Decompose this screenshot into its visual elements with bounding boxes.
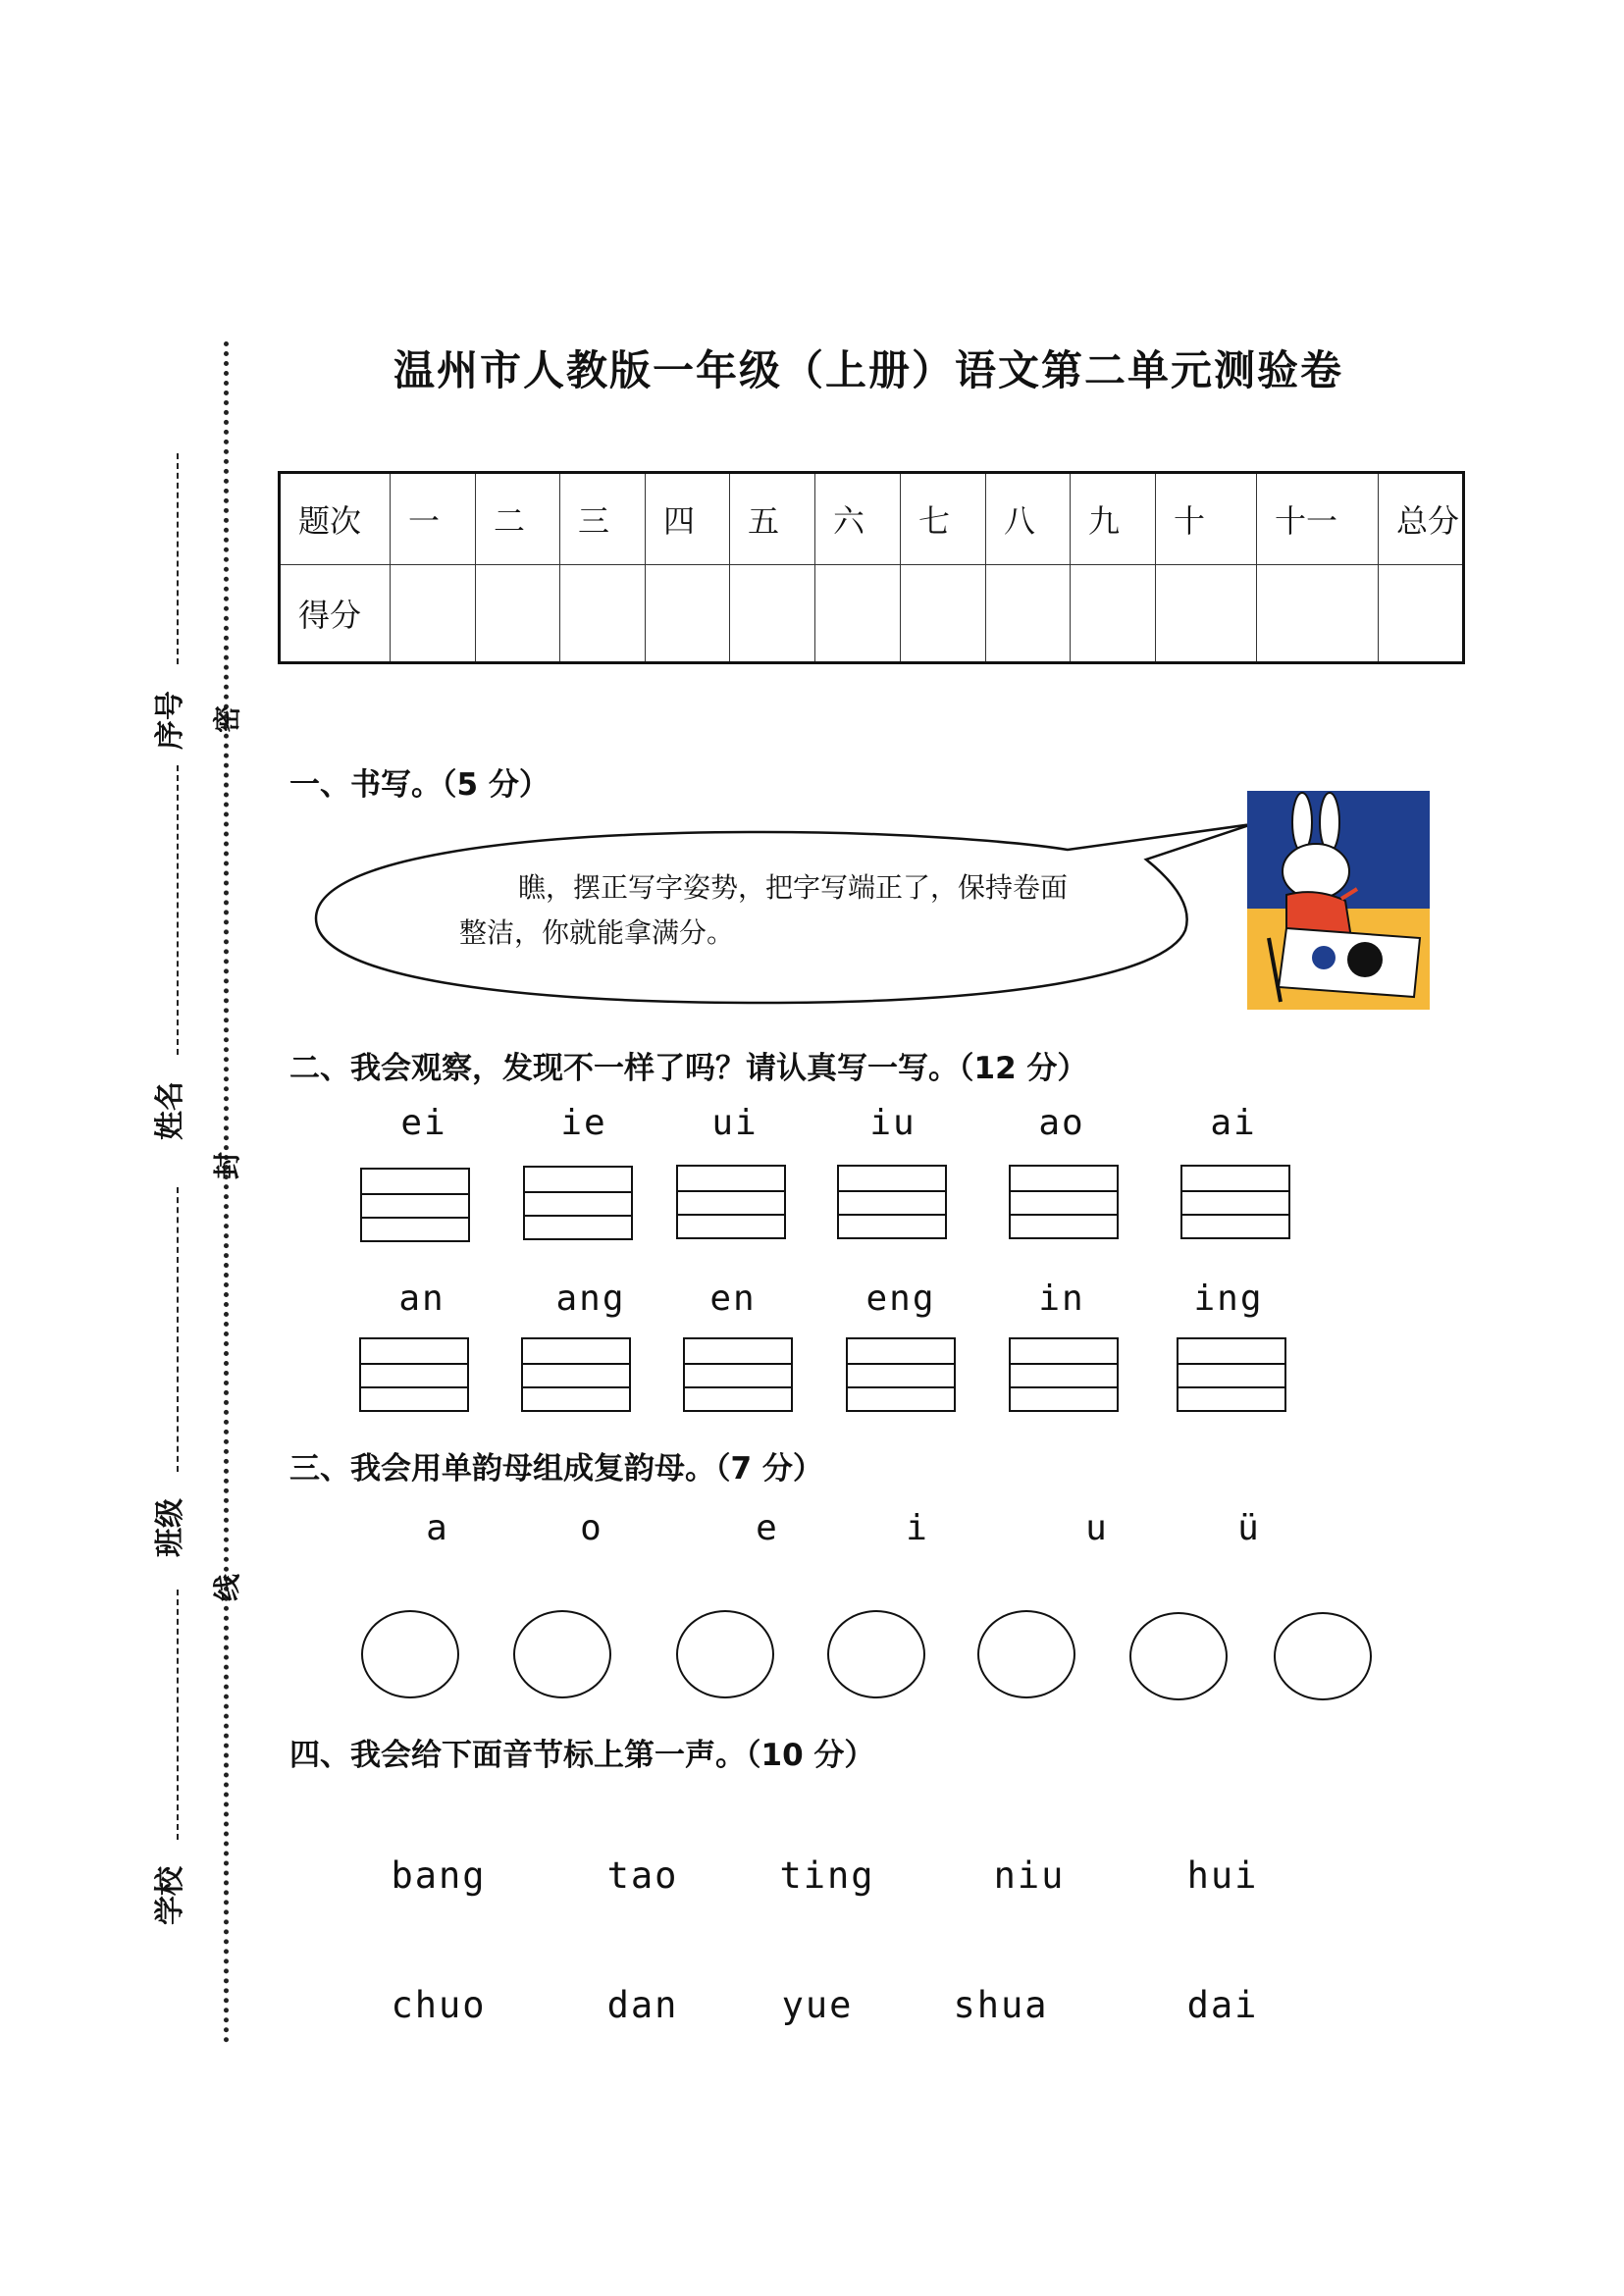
section-2-heading: 二、我会观察，发现不一样了吗？请认真写一写。（12 分） bbox=[289, 1051, 1088, 1086]
score-header-row bbox=[280, 473, 1464, 565]
answer-circle[interactable] bbox=[1274, 1612, 1372, 1700]
score-row-label: 得分 bbox=[280, 565, 391, 663]
section-1-heading: 一、书写。（5 分） bbox=[289, 767, 550, 803]
syllable: yue bbox=[781, 1984, 854, 2026]
writing-grid[interactable] bbox=[846, 1337, 956, 1412]
class-label: 班级 bbox=[153, 1498, 187, 1557]
name-label: 姓名 bbox=[153, 1081, 187, 1140]
pinyin-label: ang bbox=[555, 1278, 626, 1319]
pinyin-label: ing bbox=[1193, 1278, 1264, 1319]
writing-grid[interactable] bbox=[1009, 1165, 1119, 1239]
pinyin-label: iu bbox=[869, 1103, 917, 1143]
syllable: niu bbox=[993, 1854, 1066, 1897]
score-cell[interactable] bbox=[1071, 565, 1156, 663]
seal-mi: 密 bbox=[211, 704, 244, 734]
vowel-label: ü bbox=[1237, 1508, 1259, 1548]
pinyin-label: eng bbox=[865, 1278, 936, 1319]
score-cell[interactable] bbox=[476, 565, 560, 663]
section-4-heading: 四、我会给下面音节标上第一声。（10 分） bbox=[289, 1738, 875, 1773]
score-header-cell: 八 bbox=[986, 473, 1071, 565]
score-header-cell: 三 bbox=[560, 473, 646, 565]
pinyin-label: an bbox=[398, 1278, 445, 1319]
answer-circle[interactable] bbox=[513, 1610, 611, 1698]
vowel-label: e bbox=[756, 1508, 777, 1548]
vowel-label: i bbox=[906, 1508, 927, 1548]
score-cell[interactable] bbox=[901, 565, 986, 663]
score-header-cell: 十一 bbox=[1257, 473, 1379, 565]
score-cell[interactable] bbox=[391, 565, 476, 663]
writing-grid[interactable] bbox=[676, 1165, 786, 1239]
writing-grid[interactable] bbox=[1009, 1337, 1119, 1412]
writing-grid[interactable] bbox=[523, 1166, 633, 1240]
answer-circle[interactable] bbox=[1129, 1612, 1228, 1700]
writing-grid[interactable] bbox=[359, 1337, 469, 1412]
syllable: shua bbox=[953, 1984, 1049, 2026]
score-header-cell: 四 bbox=[646, 473, 730, 565]
pinyin-label: ao bbox=[1038, 1103, 1085, 1143]
score-cell[interactable] bbox=[730, 565, 815, 663]
score-cell[interactable] bbox=[560, 565, 646, 663]
score-header-cell: 六 bbox=[815, 473, 901, 565]
binding-dotted-line bbox=[224, 341, 229, 2044]
answer-circle[interactable] bbox=[361, 1610, 459, 1698]
score-cell[interactable] bbox=[1156, 565, 1257, 663]
syllable: ting bbox=[779, 1854, 875, 1897]
writing-grid[interactable] bbox=[1177, 1337, 1286, 1412]
answer-circle[interactable] bbox=[977, 1610, 1075, 1698]
score-cell[interactable] bbox=[1257, 565, 1379, 663]
syllable: bang bbox=[391, 1854, 487, 1897]
pinyin-label: ie bbox=[560, 1103, 607, 1143]
score-header-cell: 总分 bbox=[1379, 473, 1464, 565]
pinyin-label: ui bbox=[711, 1103, 759, 1143]
pinyin-label: in bbox=[1038, 1278, 1085, 1319]
vowel-label: u bbox=[1085, 1508, 1107, 1548]
score-header-cell: 九 bbox=[1071, 473, 1156, 565]
seal-feng: 封 bbox=[211, 1151, 244, 1180]
school-blank[interactable] bbox=[177, 1590, 179, 1840]
seat-blank[interactable] bbox=[177, 453, 179, 664]
rabbit-writing-icon bbox=[1247, 791, 1430, 1010]
bubble-text: 瞧，摆正写字姿势，把字写端正了，保持卷面整洁，你就能拿满分。 bbox=[459, 871, 1069, 949]
class-blank[interactable] bbox=[177, 1187, 179, 1472]
score-cell[interactable] bbox=[1379, 565, 1464, 663]
answer-circle[interactable] bbox=[676, 1610, 774, 1698]
name-blank[interactable] bbox=[177, 765, 179, 1055]
seat-label: 序号 bbox=[153, 691, 187, 750]
score-header-cell: 七 bbox=[901, 473, 986, 565]
section-3-heading: 三、我会用单韵母组成复韵母。（7 分） bbox=[289, 1451, 823, 1487]
page-title: 温州市人教版一年级（上册）语文第二单元测验卷 bbox=[393, 346, 1343, 394]
pinyin-label: ai bbox=[1210, 1103, 1257, 1143]
score-value-row bbox=[280, 565, 1464, 663]
syllable: tao bbox=[606, 1854, 679, 1897]
writing-grid[interactable] bbox=[1180, 1165, 1290, 1239]
score-header-cell: 题次 bbox=[280, 473, 391, 565]
vowel-label: o bbox=[580, 1508, 602, 1548]
score-table bbox=[278, 471, 1465, 664]
syllable: dan bbox=[606, 1984, 679, 2026]
seal-xian: 线 bbox=[211, 1573, 244, 1602]
score-header-cell: 十 bbox=[1156, 473, 1257, 565]
writing-grid[interactable] bbox=[360, 1168, 470, 1242]
writing-grid[interactable] bbox=[521, 1337, 631, 1412]
score-header-cell: 五 bbox=[730, 473, 815, 565]
syllable: hui bbox=[1186, 1854, 1259, 1897]
answer-circle[interactable] bbox=[827, 1610, 925, 1698]
vowel-label: a bbox=[426, 1508, 447, 1548]
score-cell[interactable] bbox=[986, 565, 1071, 663]
score-cell[interactable] bbox=[646, 565, 730, 663]
pinyin-label: ei bbox=[400, 1103, 447, 1143]
syllable: chuo bbox=[391, 1984, 487, 2026]
syllable: dai bbox=[1186, 1984, 1259, 2026]
pinyin-label: en bbox=[709, 1278, 757, 1319]
writing-grid[interactable] bbox=[683, 1337, 793, 1412]
score-header-cell: 一 bbox=[391, 473, 476, 565]
school-label: 学校 bbox=[153, 1866, 187, 1925]
writing-grid[interactable] bbox=[837, 1165, 947, 1239]
score-cell[interactable] bbox=[815, 565, 901, 663]
score-header-cell: 二 bbox=[476, 473, 560, 565]
